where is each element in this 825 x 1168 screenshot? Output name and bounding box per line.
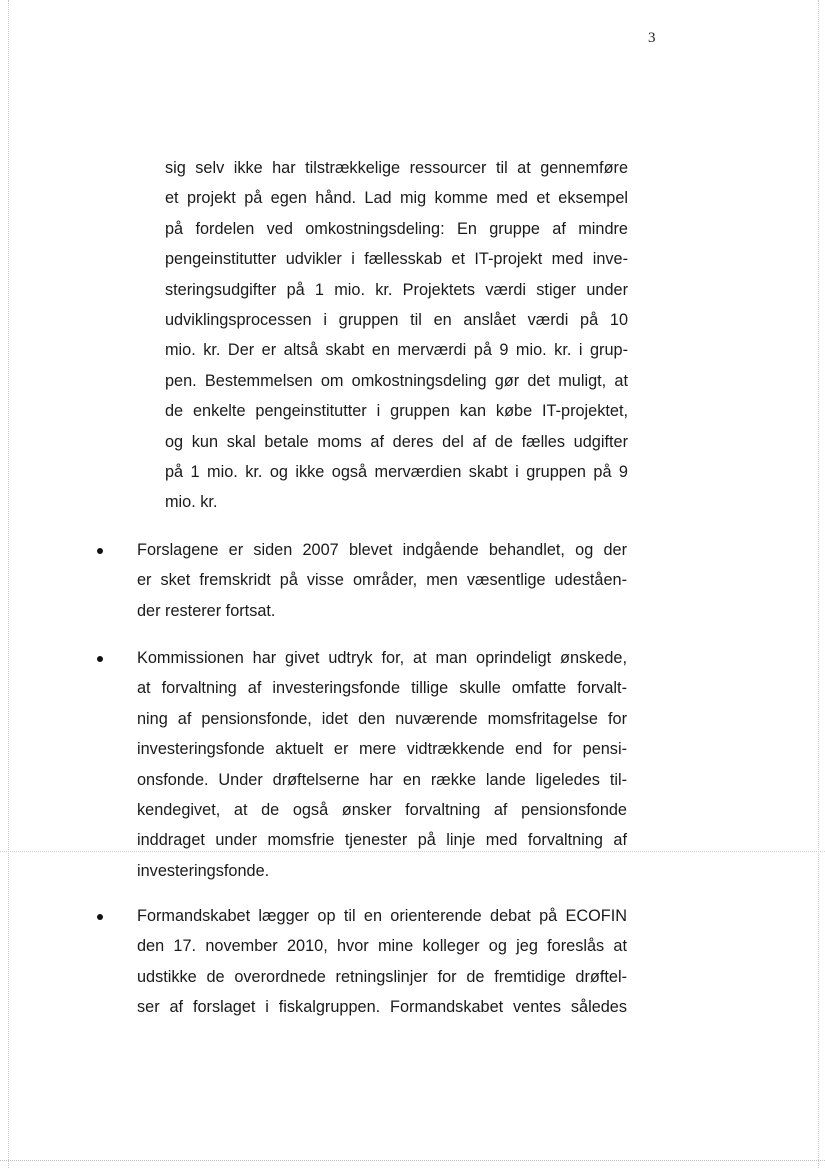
paragraph-line: inddraget under momsfrie tjenester på linje med forvaltning af [137, 831, 627, 850]
paragraph-line: sig selv ikke har tilstrækkelige ressourcer til at gennemføre [165, 159, 628, 177]
page-number: 3 [648, 30, 656, 46]
paragraph-line: mio. kr. Der er altså skabt en merværdi på 9 mio. kr. i grup- [165, 341, 628, 360]
paragraph-line: Forslagene er siden 2007 blevet indgående behandlet, og der [137, 541, 627, 559]
paragraph-line: på 1 mio. kr. og ikke også merværdien skabt i gruppen på 9 [165, 462, 628, 481]
paragraph-line: investeringsfonde aktuelt er mere vidtrækkende end for pensi- [137, 740, 627, 759]
paragraph-line: ning af pensionsfonde, idet den nuværende momsfritagelse for [137, 709, 627, 728]
paragraph-line: Formandskabet lægger op til en orienterende debat på ECOFIN [137, 907, 627, 925]
paragraph-line: onsfonde. Under drøftelserne har en række lande ligeledes til- [137, 770, 627, 789]
scan-artifact-line-bottom [0, 1160, 825, 1161]
paragraph-line: den 17. november 2010, hvor mine kolleger og jeg foreslås at [137, 937, 627, 956]
paragraph-line: udviklingsprocessen i gruppen til en anslået værdi på 10 [165, 310, 628, 329]
paragraph-line: Kommissionen har givet udtryk for, at man oprindeligt ønskede, [137, 649, 627, 667]
paragraph-line: udstikke de overordnede retningslinjer for de fremtidige drøftel- [137, 967, 627, 986]
paragraph-line: på fordelen ved omkostningsdeling: En gruppe af mindre [165, 219, 628, 238]
paragraph-line: steringsudgifter på 1 mio. kr. Projektets værdi stiger under [165, 280, 628, 299]
paragraph-line: der resterer fortsat. [137, 601, 276, 620]
bullet-icon [97, 548, 103, 554]
scan-edge-right [818, 0, 819, 1168]
paragraph-line: er sket fremskridt på visse områder, men væsentlige udeståen- [137, 571, 627, 590]
paragraph-line: kendegivet, at de også ønsker forvaltning af pensionsfonde [137, 800, 627, 819]
bullet-text [137, 901, 627, 1023]
paragraph-line: og kun skal betale moms af deres del af de fælles udgifter [165, 432, 628, 451]
intro-paragraph [165, 153, 628, 518]
paragraph-line: pengeinstitutter udvikler i fællesskab et IT-projekt med inve- [165, 250, 628, 269]
paragraph-line: pen. Bestemmelsen om omkostningsdeling gør det muligt, at [165, 371, 628, 390]
paragraph-line: investeringsfonde. [137, 861, 270, 880]
paragraph-line: ser af forslaget i fiskalgruppen. Formandskabet ventes således [137, 998, 627, 1017]
bullet-icon [97, 914, 103, 920]
bullet-text [137, 643, 627, 886]
bullet-icon [97, 656, 103, 662]
paragraph-line: at forvaltning af investeringsfonde tillige skulle omfatte forvalt- [137, 679, 627, 698]
scan-edge-left [8, 0, 9, 1168]
bullet-text [137, 535, 627, 626]
paragraph-line: et projekt på egen hånd. Lad mig komme med et eksempel [165, 189, 628, 208]
paragraph-line: mio. kr. [165, 493, 218, 512]
paragraph-line: de enkelte pengeinstitutter i gruppen kan købe IT-projektet, [165, 402, 628, 421]
